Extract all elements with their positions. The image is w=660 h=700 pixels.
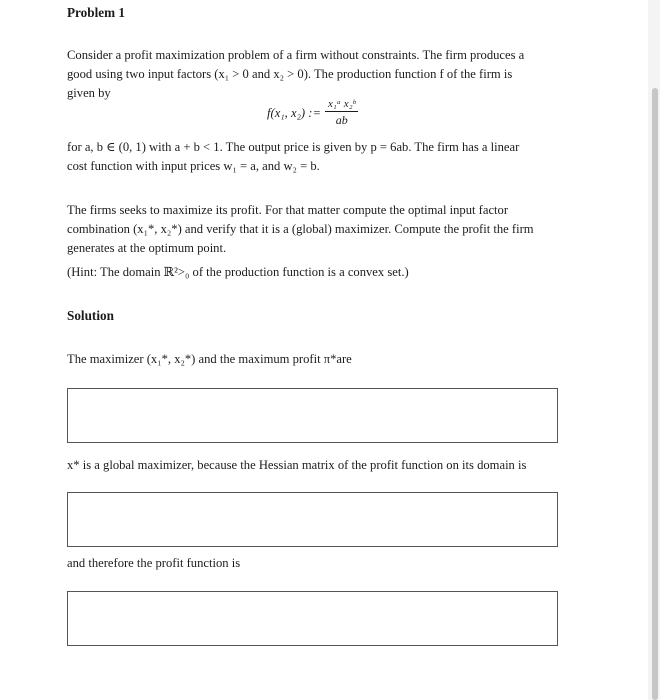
problem-intro-line-3: given by (67, 86, 111, 100)
problem-task-line-3: generates at the optimum point. (67, 241, 227, 255)
production-function-formula (267, 98, 358, 128)
problem-params-line-2: cost function with input prices w₁ = a, and w₂ = b. (67, 159, 320, 173)
formula-lhs: f(x₁, x₂) := (267, 105, 321, 120)
problem-task-line-2: combination (x₁*, x₂*) and verify that it is a (global) maximizer. Compute the profit the firm (67, 222, 534, 236)
formula-numerator: x₁ᵃ x₂ᵇ (325, 98, 359, 112)
problem-params-line-1: for a, b ∈ (0, 1) with a + b < 1. The output price is given by p = 6ab. The firm has a linear (67, 140, 520, 154)
answer-box-hessian[interactable] (67, 492, 558, 547)
problem-hint: (Hint: The domain ℝ²>₀ of the production function is a convex set.) (67, 265, 409, 279)
problem-intro-line-2: good using two input factors (x₁ > 0 and x₂ > 0). The production function f of the firm is (67, 67, 513, 81)
answer-box-profit-function[interactable] (67, 591, 558, 646)
solution-prompt-maximizer: The maximizer (x₁*, x₂*) and the maximum profit π*are (67, 352, 352, 366)
formula-fraction (325, 98, 359, 128)
solution-heading: Solution (67, 308, 114, 323)
vertical-scrollbar[interactable] (652, 88, 658, 700)
problem-title: Problem 1 (67, 5, 125, 20)
solution-prompt-hessian: x* is a global maximizer, because the Hessian matrix of the profit function on its domain is (67, 458, 527, 472)
formula-denominator: ab (335, 113, 348, 127)
problem-task-line-1: The firms seeks to maximize its profit. For that matter compute the optimal input factor (67, 203, 509, 217)
problem-intro-line-1: Consider a profit maximization problem of a firm without constraints. The firm produces a (67, 48, 525, 62)
answer-box-maximizer[interactable] (67, 388, 558, 443)
solution-prompt-profit-function: and therefore the profit function is (67, 556, 241, 570)
